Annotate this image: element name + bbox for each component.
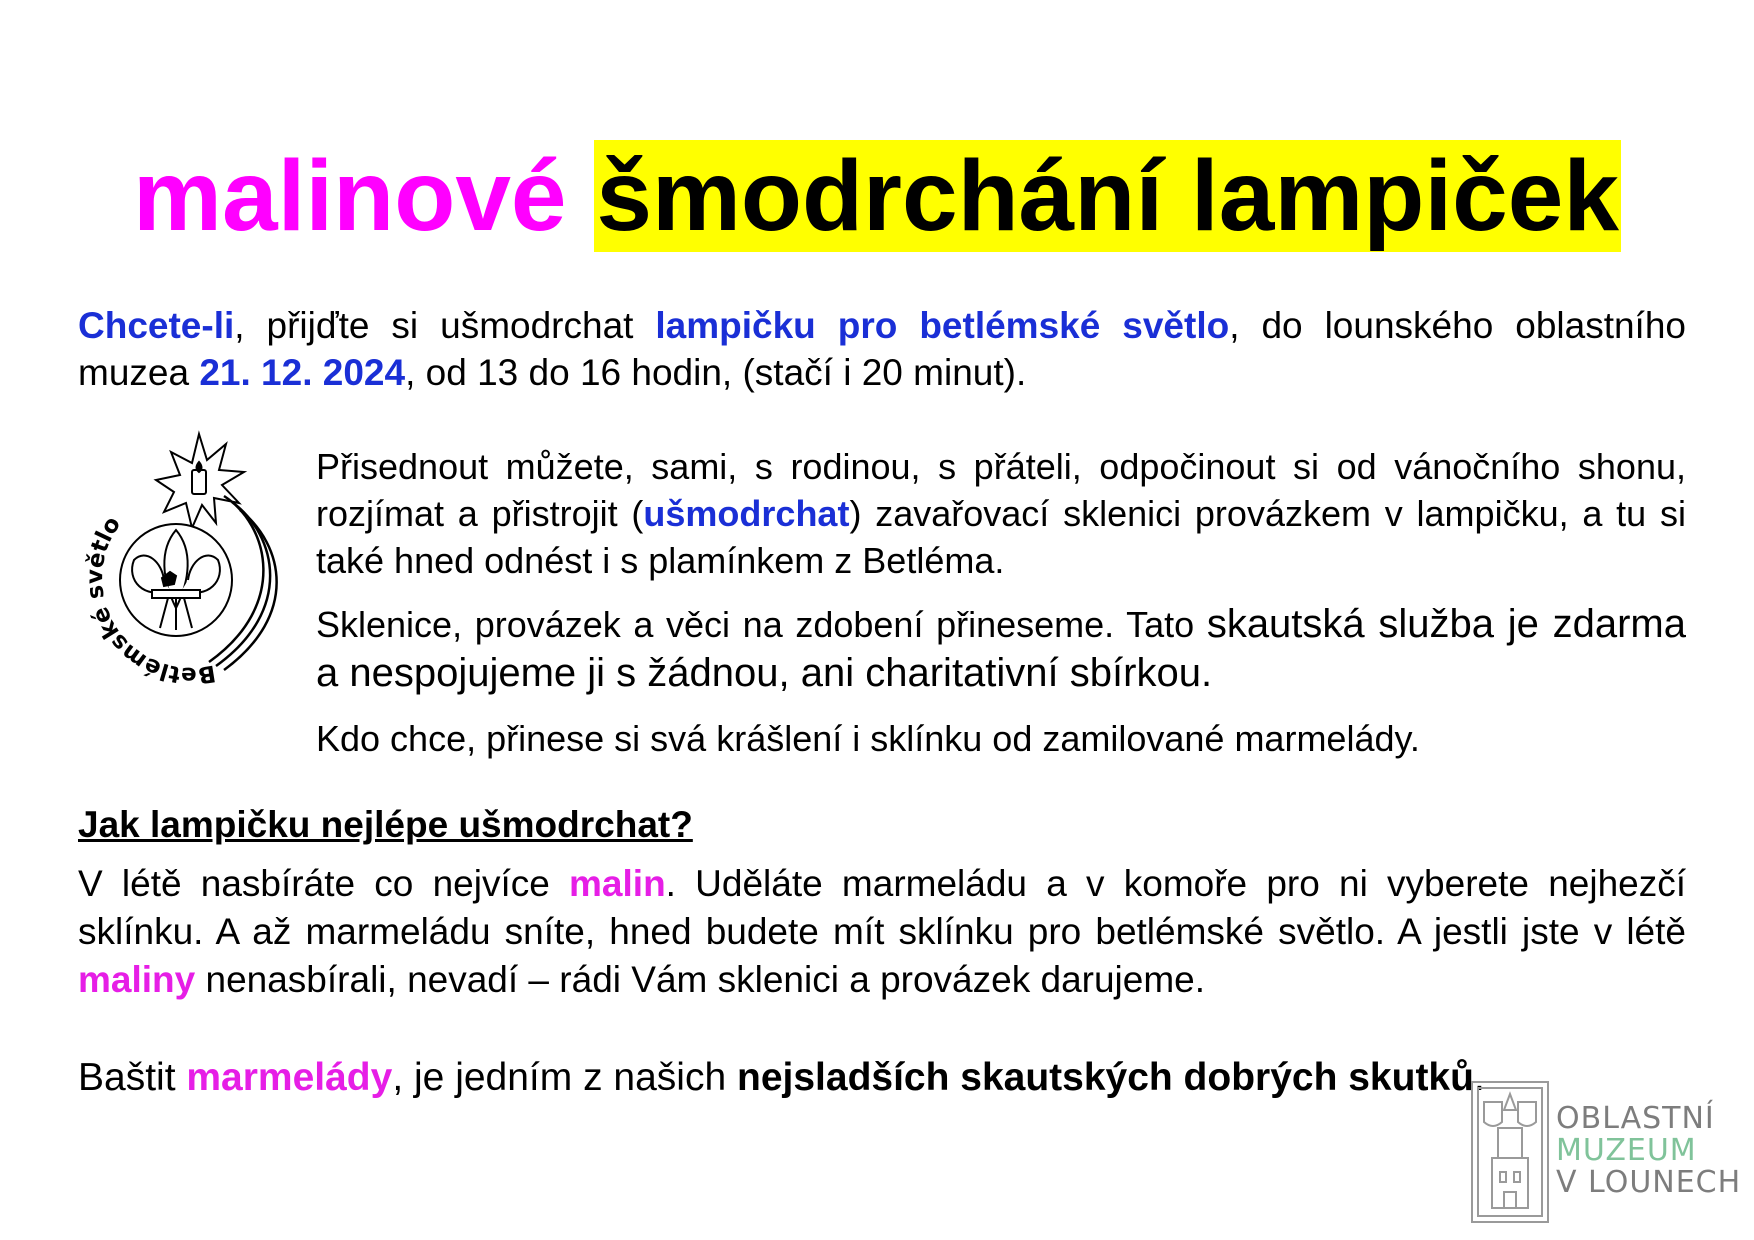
betlemske-svetlo-logo (64, 430, 314, 700)
title-pink-word: malinové (133, 140, 567, 252)
intro-text-1: , přijďte si ušmodrchat (234, 305, 656, 346)
museum-line-1: OBLASTNÍ (1556, 1101, 1715, 1136)
museum-line-2: MUZEUM (1556, 1133, 1697, 1168)
museum-tower-icon (1472, 1082, 1548, 1222)
p1-emphasis: ušmodrchat (643, 493, 850, 534)
event-date: 21. 12. 2024 (199, 352, 406, 393)
closing-text-2: , je jedním z našich (392, 1056, 737, 1099)
p2-text-2: skautská služba je zdarma a nespojujeme ji s žádnou, ani charitativní sbírkou. (316, 602, 1687, 695)
title-highlighted-text: šmodrchání lampiček (596, 140, 1619, 252)
paragraph-bring-own: Kdo chce, přinese si svá krášlení i sklínku od zamilované marmelády. (316, 718, 1420, 759)
intro-text-3: , od 13 do 16 hodin, (stačí i 20 minut). (405, 352, 1027, 393)
how-text-2: . Uděláte marmeládu a v komoře pro ni vyberete nejhezčí sklínku. A až marmeládu sníte, hned budete mít sklínku pro betlémské světlo. A jestli jste v létě (78, 863, 1687, 952)
paragraph-how (78, 860, 1686, 1004)
how-text-3: nenasbírali, nevadí – rádi Vám sklenici a provázek darujeme. (195, 959, 1206, 1000)
how-text-1: V létě nasbíráte co nejvíce (78, 863, 570, 904)
star-icon (156, 434, 244, 528)
museum-line-3: V LOUNECH (1556, 1165, 1742, 1200)
how-emphasis-malin: malin (569, 863, 666, 904)
logo-ring-text: Betlémské světlo (81, 511, 218, 689)
intro-emphasis-lampicka: lampičku pro betlémské světlo (655, 305, 1230, 346)
scout-lily-icon (120, 524, 232, 636)
closing-text-3: . (1473, 1056, 1485, 1099)
intro-paragraph (78, 302, 1686, 396)
closing-emphasis-skutky: nejsladších skautských dobrých skutků (737, 1056, 1474, 1099)
how-emphasis-maliny: maliny (78, 959, 196, 1000)
closing-line (78, 1053, 1698, 1103)
p2-text-1: Sklenice, provázek a věci na zdobení přineseme. Tato (316, 604, 1207, 645)
intro-emphasis-chcete: Chcete-li (78, 305, 235, 346)
museum-name (1556, 1103, 1741, 1199)
page-title (0, 136, 1754, 256)
p1-text-2: ) zavařovací sklenici provázkem v lampičku, a tu si také hned odnést i s plamínkem z Betléma. (316, 493, 1686, 581)
paragraph-materials (316, 600, 1686, 698)
section-heading: Jak lampičku nejlépe ušmodrchat? (78, 804, 693, 845)
paragraph-invitation (316, 443, 1686, 584)
closing-emphasis-marmelady: marmelády (186, 1056, 393, 1099)
p1-text-1: Přisednout můžete, sami, s rodinou, s přáteli, odpočinout si od vánočního shonu, rozjímat a přistrojit ( (316, 446, 1686, 534)
intro-text-2: , do lounského oblastního muzea (78, 305, 1686, 393)
closing-text-1: Baštit (78, 1056, 187, 1099)
